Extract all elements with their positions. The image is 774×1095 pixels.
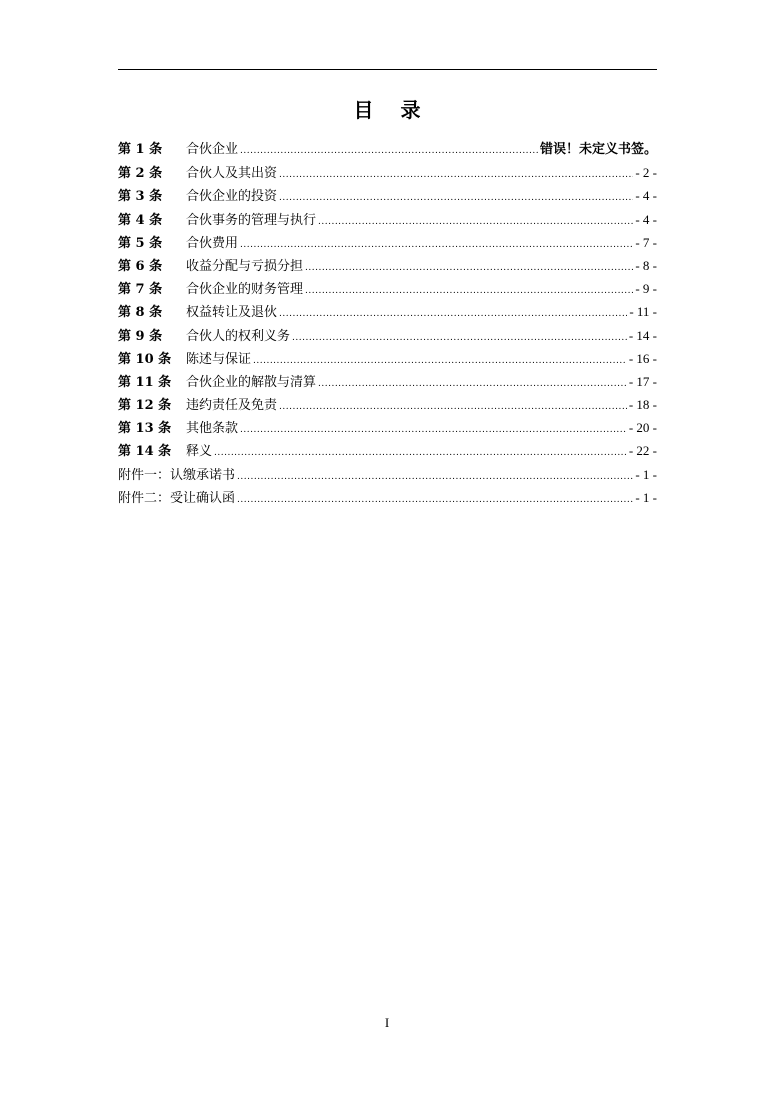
toc-entry-page: - 18 -: [628, 397, 657, 413]
page-number: I: [384, 1015, 390, 1030]
toc-entry-number: 第 9 条: [118, 328, 163, 344]
toc-entry-number: 第 6 条: [118, 258, 163, 274]
toc-entry-6[interactable]: [118, 254, 657, 277]
toc-entry-page: - 4 -: [635, 211, 657, 227]
toc-entry-appendix-2[interactable]: [118, 486, 657, 509]
toc-entry-number: 第 1 条: [118, 142, 163, 157]
toc-entry-title: 受让确认函: [170, 490, 236, 506]
toc-dot-leader: [318, 211, 633, 234]
toc-entry-number: 第 5 条: [118, 235, 163, 251]
toc-entry-number: 第 7 条: [118, 282, 163, 298]
toc-entry-2[interactable]: [118, 161, 657, 184]
toc-entry-title: 合伙企业的解散与清算: [186, 374, 317, 390]
toc-entry-title: 权益转让及退伙: [186, 305, 278, 321]
toc-entry-page: - 9 -: [635, 281, 657, 297]
toc-entry-5[interactable]: [118, 231, 657, 254]
toc-dot-leader: [237, 466, 633, 489]
toc-dot-leader: [305, 280, 633, 303]
toc-dot-leader: [279, 164, 633, 187]
toc-entry-number: 第 4 条: [118, 212, 163, 228]
toc-entry-page: - 1 -: [635, 466, 657, 482]
toc-entry-11[interactable]: [118, 370, 657, 393]
toc-entry-3[interactable]: [118, 184, 657, 207]
toc-entry-number: 附件二：: [118, 490, 171, 506]
toc-entry-number: 第 11 条: [118, 374, 172, 390]
toc-dot-leader: [214, 442, 627, 465]
toc-entry-1[interactable]: [118, 138, 657, 161]
toc-entry-number: 第 2 条: [118, 166, 163, 182]
toc-entry-4[interactable]: [118, 208, 657, 231]
toc-entry-13[interactable]: [118, 416, 657, 439]
toc-entry-title: 合伙费用: [186, 235, 239, 251]
toc-entry-number: 第 8 条: [118, 305, 163, 321]
toc-entry-title: 合伙企业的财务管理: [186, 282, 304, 298]
toc-entry-number: 第 13 条: [118, 421, 172, 437]
toc-entry-title: 其他条款: [186, 421, 239, 437]
toc-entry-page: - 11 -: [629, 304, 657, 320]
toc-dot-leader: [279, 187, 633, 210]
toc-dot-leader: [318, 373, 627, 396]
toc-title: 目 录: [353, 98, 431, 122]
toc-dot-leader: [279, 396, 627, 419]
toc-entry-number: 附件一：: [118, 467, 171, 483]
toc-dot-leader: [292, 327, 627, 350]
toc-entry-page: 错误！未定义书签。: [539, 142, 657, 157]
toc-entry-title: 违约责任及免责: [186, 398, 278, 414]
toc-entry-14[interactable]: [118, 439, 657, 462]
toc-entry-title: 合伙人的权利义务: [186, 328, 291, 344]
toc-entry-page: - 14 -: [628, 327, 657, 343]
toc-entry-title: 陈述与保证: [186, 351, 252, 367]
toc-entry-page: - 1 -: [635, 489, 657, 505]
toc-entry-appendix-1[interactable]: [118, 463, 657, 486]
toc-entry-8[interactable]: [118, 300, 657, 323]
toc-entry-title: 合伙企业: [186, 142, 239, 157]
table-of-contents: [118, 138, 657, 509]
toc-dot-leader: [240, 140, 538, 163]
toc-entry-title: 释义: [186, 444, 213, 460]
toc-dot-leader: [240, 419, 627, 442]
toc-entry-title: 合伙人及其出资: [186, 166, 278, 182]
toc-entry-page: - 16 -: [628, 350, 657, 366]
toc-entry-page: - 8 -: [635, 257, 657, 273]
toc-entry-12[interactable]: [118, 393, 657, 416]
toc-entry-page: - 4 -: [635, 188, 657, 204]
toc-entry-page: - 2 -: [635, 165, 657, 181]
toc-entry-number: 第 12 条: [118, 398, 172, 414]
toc-dot-leader: [279, 303, 627, 326]
toc-dot-leader: [237, 489, 633, 512]
toc-entry-page: - 22 -: [628, 443, 657, 459]
toc-entry-title: 合伙事务的管理与执行: [186, 212, 317, 228]
toc-entry-page: - 20 -: [628, 420, 657, 436]
toc-entry-9[interactable]: [118, 324, 657, 347]
toc-entry-10[interactable]: [118, 347, 657, 370]
toc-entry-number: 第 3 条: [118, 189, 163, 205]
toc-entry-number: 第 10 条: [118, 351, 172, 367]
toc-dot-leader: [240, 234, 633, 257]
toc-entry-7[interactable]: [118, 277, 657, 300]
toc-entry-title: 认缴承诺书: [170, 467, 236, 483]
toc-dot-leader: [305, 257, 633, 280]
toc-entry-number: 第 14 条: [118, 444, 172, 460]
toc-entry-page: - 17 -: [628, 373, 657, 389]
header-rule: [118, 69, 657, 70]
toc-entry-title: 收益分配与亏损分担: [186, 258, 304, 274]
toc-dot-leader: [253, 350, 627, 373]
toc-entry-page: - 7 -: [635, 234, 657, 250]
toc-entry-title: 合伙企业的投资: [186, 189, 278, 205]
